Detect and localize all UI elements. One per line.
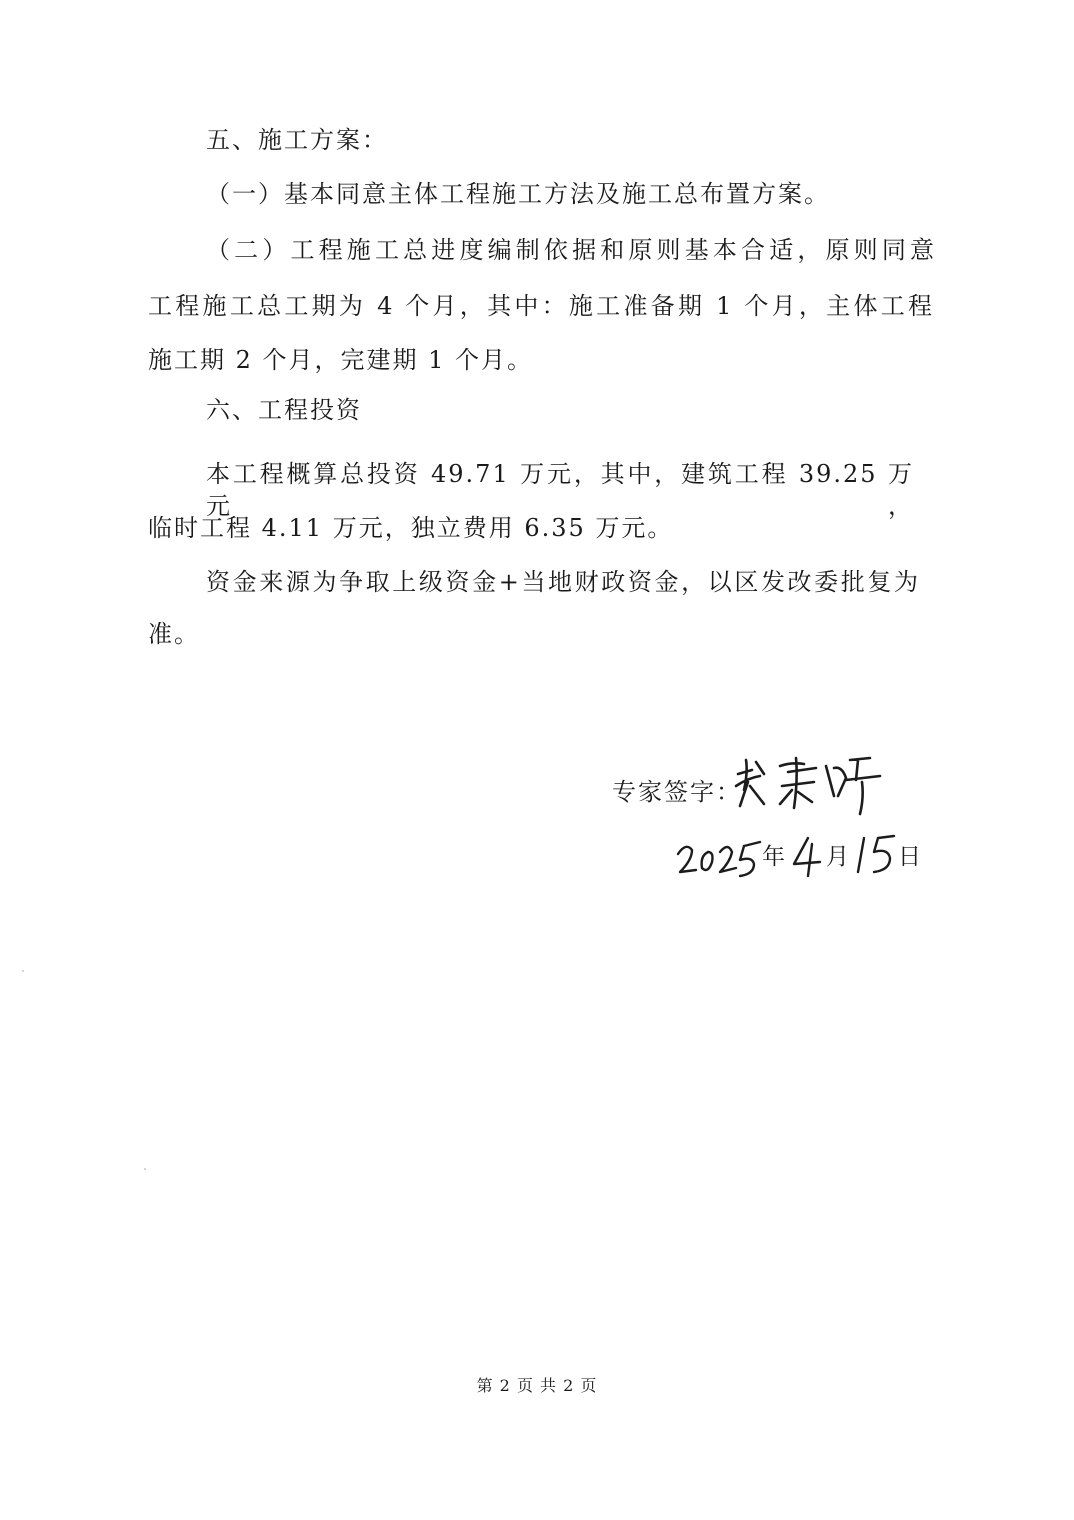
handwritten-date-day [854, 832, 898, 878]
date-day-unit: 日 [898, 844, 921, 870]
section6-title: 六、工程投资 [206, 396, 362, 424]
funding-line1: 资金来源为争取上级资金+当地财政资金，以区发改委批复为 [206, 568, 920, 596]
page-number-footer: 第 2 页 共 2 页 [476, 1376, 598, 1395]
section5-item1: （一）基本同意主体工程施工方法及施工总布置方案。 [206, 180, 830, 208]
handwritten-date-year [674, 834, 766, 880]
funding-line2: 准。 [148, 620, 200, 648]
section5-title: 五、施工方案： [206, 126, 388, 154]
section5-item2-line2: 工程施工总工期为 4 个月，其中：施工准备期 1 个月，主体工程 [148, 292, 934, 320]
handwritten-signature [730, 752, 890, 822]
signature-label: 专家签字： [612, 778, 742, 806]
scan-speck [22, 970, 24, 972]
investment-line2: 临时工程 4.11 万元，独立费用 6.35 万元。 [148, 514, 674, 542]
section5-item2-line3: 施工期 2 个月，完建期 1 个月。 [148, 346, 534, 374]
scan-speck [144, 1168, 146, 1170]
section5-item2-line1: （二）工程施工总进度编制依据和原则基本合适，原则同意 [206, 236, 936, 264]
date-month-unit: 月 [826, 844, 849, 870]
investment-line1: 本工程概算总投资 49.71 万元，其中，建筑工程 39.25 万元， [206, 460, 914, 520]
date-year-unit: 年 [762, 844, 785, 870]
handwritten-date-month [790, 834, 826, 878]
